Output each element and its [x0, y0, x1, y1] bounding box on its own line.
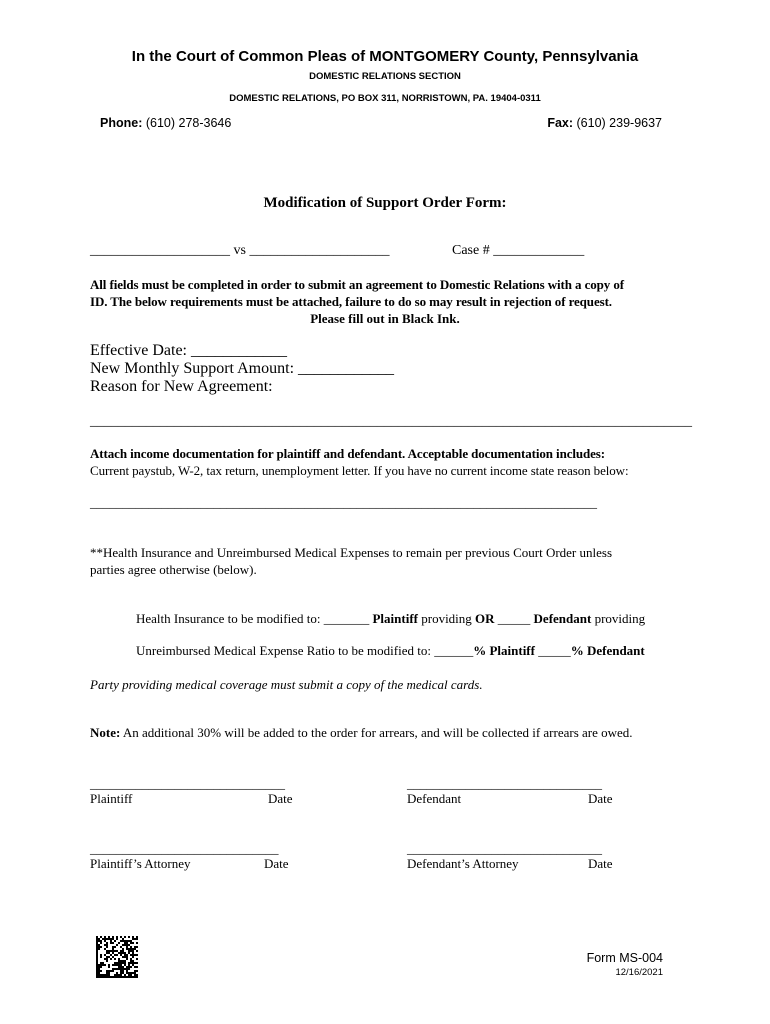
medical-cards-note: Party providing medical coverage must submit a copy of the medical cards. [90, 677, 483, 692]
hi-defendant-label: Defendant [533, 611, 592, 626]
datamatrix-code-icon [96, 936, 138, 978]
plaintiff-signature-line: ______________________________ [90, 776, 285, 791]
defendant-label: Defendant [407, 791, 462, 806]
court-title: In the Court of Common Pleas of MONTGOMERY County, Pennsylvania [131, 48, 639, 65]
phone-number: (610) 278-3646 [145, 116, 232, 130]
income-text: Current paystub, W-2, tax return, unemployment letter. If you have no current income state reason below: [90, 463, 629, 478]
health-insurance-lead: Health Insurance to be modified to: _______ [136, 611, 373, 626]
effective-date-field: Effective Date: ____________ [90, 342, 287, 359]
reason-line: ______________________________________________________________________________________ [90, 414, 692, 429]
parties-line: ____________________ vs ____________________ [90, 243, 390, 258]
note-label: Note: [90, 725, 121, 740]
plaintiff-attorney-signature-line: _____________________________ [90, 841, 279, 856]
hi-plaintiff-label: Plaintiff [372, 611, 418, 626]
fax-number: (610) 239-9637 [576, 116, 662, 130]
plaintiff-attorney-label: Plaintiff’s Attorney [90, 856, 191, 871]
ume-lead: Unreimbursed Medical Expense Ratio to be modified to: ______ [136, 643, 474, 658]
hi-defendant-blank: _____ [494, 611, 534, 626]
form-title: Modification of Support Order Form: [263, 195, 507, 211]
health-note-line-1: **Health Insurance and Unreimbursed Medical Expenses to remain per previous Court Order unless [90, 545, 613, 560]
plaintiff-date-label: Date [268, 791, 293, 806]
income-heading: Attach income documentation for plaintiff and defendant. Acceptable documentation includes: [90, 446, 605, 461]
hi-or-label: OR [475, 611, 495, 626]
defendant-attorney-label: Defendant’s Attorney [407, 856, 519, 871]
instructions-line-3: Please fill out in Black Ink. [310, 311, 460, 326]
health-note-line-2: parties agree otherwise (below). [90, 562, 257, 577]
fax-row [547, 116, 662, 130]
court-address: DOMESTIC RELATIONS, PO BOX 311, NORRISTOWN, PA. 19404-0311 [229, 93, 541, 104]
new-monthly-support-field: New Monthly Support Amount: ____________ [90, 360, 395, 377]
defendant-date-label: Date [588, 791, 613, 806]
section-name: DOMESTIC RELATIONS SECTION [309, 71, 461, 82]
instructions-line-1: All fields must be completed in order to submit an agreement to Domestic Relations with a copy of [90, 277, 624, 292]
arrears-note [90, 725, 633, 741]
health-insurance-row [136, 611, 645, 627]
form-date: 12/16/2021 [615, 967, 663, 978]
defendant-signature-line: ______________________________ [407, 776, 602, 791]
medical-expense-ratio-row [136, 643, 645, 659]
ume-plaintiff-label: % Plaintiff [473, 643, 535, 658]
ume-defendant-label: % Defendant [570, 643, 645, 658]
instructions-line-2: ID. The below requirements must be attached, failure to do so may result in rejection of request. [90, 294, 612, 309]
income-reason-line: ______________________________________________________________________________ [90, 495, 597, 510]
hi-providing-text-2: providing [591, 611, 646, 626]
form-number: Form MS-004 [586, 951, 663, 965]
ume-defendant-blank: _____ [534, 643, 571, 658]
phone-label: Phone: [100, 116, 143, 130]
plaintiff-label: Plaintiff [90, 791, 133, 806]
defendant-attorney-signature-line: ______________________________ [407, 841, 602, 856]
fax-label: Fax: [547, 116, 574, 130]
defendant-attorney-date-label: Date [588, 856, 613, 871]
note-text: An additional 30% will be added to the order for arrears, and will be collected if arrears are owed. [120, 725, 633, 740]
plaintiff-attorney-date-label: Date [264, 856, 289, 871]
hi-providing-text: providing [417, 611, 476, 626]
reason-label: Reason for New Agreement: [90, 378, 273, 395]
phone-row [100, 116, 231, 130]
case-number-field: Case # _____________ [452, 243, 585, 258]
